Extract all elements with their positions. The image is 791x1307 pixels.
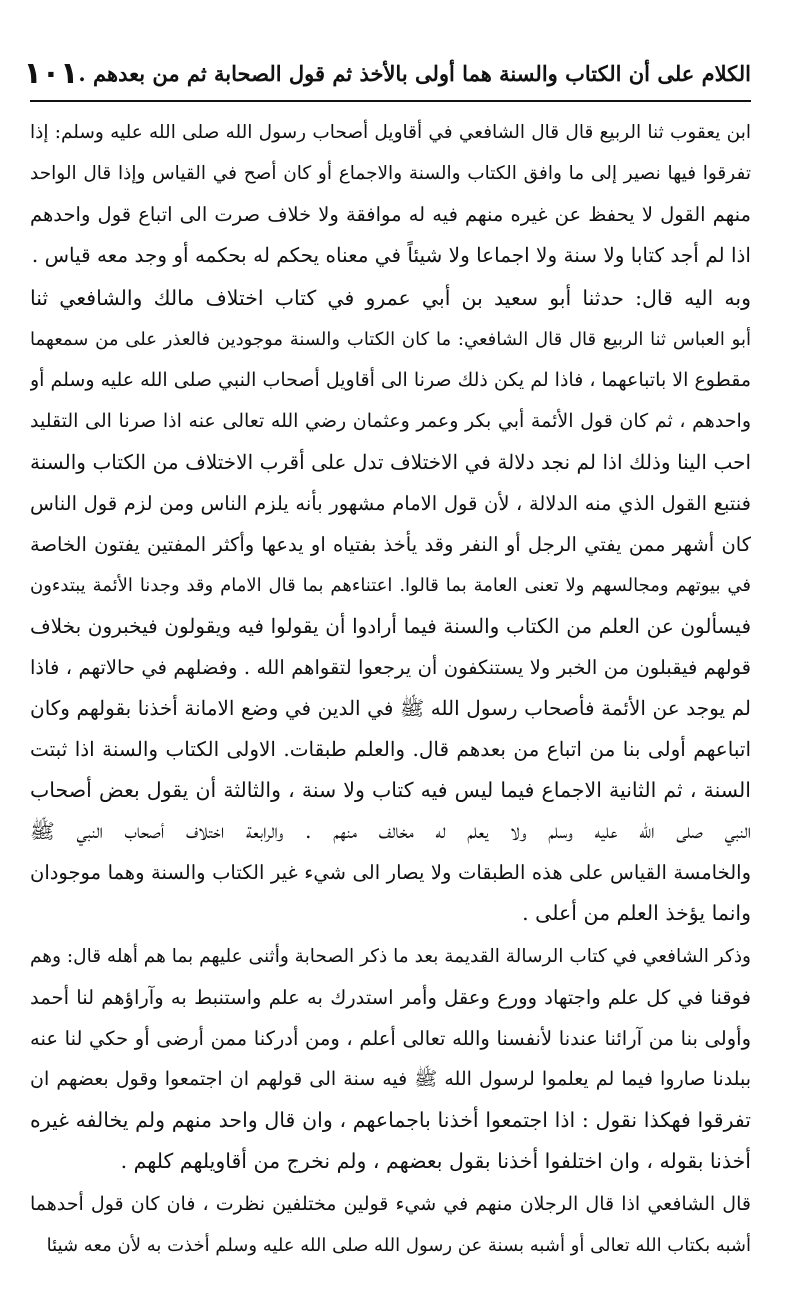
text-line: فوقنا في كل علم واجتهاد وورع وعقل وأمر استدرك به علم واستنبط به وآراؤهم لنا أحمد: [30, 986, 751, 1009]
body-text: [30, 112, 751, 1266]
header-rule: [30, 100, 751, 102]
paragraph: [30, 1184, 751, 1266]
text-line: أخذنا بقوله ، وان اختلفوا أخذنا بقول بعضهم ، ولم نخرج من أقاويلهم كلهم .: [120, 1149, 751, 1173]
text-line: وانما يؤخذ العلم من أعلى .: [522, 901, 751, 925]
text-line: تفرقوا فيها نصير إلى ما وافق الكتاب والسنة والاجماع أو كان أصح في القياس وإذا قال الواحد: [30, 163, 751, 184]
text-line: فنتبع القول الذي منه الدلالة ، لأن قول الامام مشهور بأنه يلزم الناس ومن لزم قول الناس: [30, 492, 751, 515]
text-line: فيسألون عن العلم من الكتاب والسنة فيما أرادوا أن يقولوا فيه ويقولون فيخبرون بخلاف: [30, 614, 751, 638]
text-line: تفرقوا فهكذا نقول : اذا اجتمعوا أخذنا باجماعهم ، وان قال واحد منهم ولم يخالفه غيره: [30, 1108, 751, 1132]
text-line: منهم القول لا يحفظ عن غيره منهم فيه له موافقة ولا خلاف صرت الى اتباع قول واحدهم: [30, 203, 751, 226]
text-line: واحدهم ، ثم كان قول الأئمة أبي بكر وعمر وعثمان رضي الله تعالى عنه اذا صرنا الى التقليد: [30, 410, 751, 432]
text-line: أشبه بكتاب الله تعالى أو أشبه بسنة عن رسول الله صلى الله عليه وسلم أخذت به لأن معه شيئا: [46, 1235, 751, 1256]
text-line: والخامسة القياس على هذه الطبقات ولا يصار الى شيء غير الكتاب والسنة وهما موجودان: [30, 861, 751, 884]
text-line: اذا لم أجد كتابا ولا سنة ولا اجماعا ولا شيئاً في معناه يحكم له بحكمه أو وجد معه قياس .: [31, 243, 751, 267]
text-line: في بيوتهم ومجالسهم ولا تعنى العامة بما قالوا. اعتناءهم بما قال الامام وقد وجدنا الأئمة يبتدءون: [30, 575, 751, 596]
paragraph: [30, 936, 751, 1182]
text-line: قولهم فيقبلون من الخبر ولا يستنكفون أن يرجعوا لتقواهم الله . وفضلهم في حالاتهم ، فاذا: [30, 656, 751, 679]
text-line: احب الينا وذلك اذا لم نجد دلالة في الاختلاف تدل على أقرب الاختلاف من الكتاب والسنة: [30, 450, 751, 474]
text-line: أبو العباس ثنا الربيع قال قال الشافعي: ما كان الكتاب والسنة موجودين فالعذر على من سمعهما: [30, 329, 751, 350]
paragraph: [30, 278, 751, 934]
text-line: النبي صلى الله عليه وسلم ولا يعلم له مخالف منهم . والرابعة اختلاف أصحاب النبي ﷺ: [30, 819, 751, 843]
text-line: وذكر الشافعي في كتاب الرسالة القديمة بعد ما ذكر الصحابة وأثنى عليهم بما هم أهله قال: وهم: [30, 946, 751, 967]
text-line: وأولى بنا من آرائنا عندنا لأنفسنا والله تعالى أعلم ، ومن أدركنا ممن أرضى أو حكي لنا عنه: [30, 1027, 751, 1050]
text-line: ابن يعقوب ثنا الربيع قال قال الشافعي في أقاويل أصحاب رسول الله صلى الله عليه وسلم: إذا: [30, 122, 751, 143]
text-line: قال الشافعي اذا قال الرجلان منهم في شيء قولين مختلفين نظرت ، فان كان قول أحدهما: [30, 1193, 751, 1215]
text-line: مقطوع الا باتباعهما ، فاذا لم يكن ذلك صرنا الى أقاويل أصحاب النبي صلى الله عليه وسلم أو: [30, 369, 751, 391]
text-line: ببلدنا صاروا فيما لم يعلموا لرسول الله ﷺ فيه سنة الى قولهم ان اجتمعوا وقول بعضهم ان: [30, 1068, 751, 1090]
text-line: لم يوجد عن الأئمة فأصحاب رسول الله ﷺ في الدين في وضع الامانة أخذنا بقولهم وكان: [30, 696, 751, 720]
text-line: السنة ، ثم الثانية الاجماع فيما ليس فيه كتاب ولا سنة ، والثالثة أن يقول بعض أصحاب: [30, 778, 751, 802]
text-line: وبه اليه قال: حدثنا أبو سعيد بن أبي عمرو في كتاب اختلاف مالك والشافعي ثنا: [30, 286, 751, 310]
text-line: كان أشهر ممن يفتي الرجل أو النفر وقد يأخذ بفتياه او يدعها وأكثر المفتين يفتون الخاصة: [30, 533, 751, 556]
page-header: [23, 50, 751, 96]
paragraph: [30, 112, 751, 276]
page-number: ١٠١: [23, 55, 79, 91]
text-line: اتباعهم أولى بنا من اتباع من بعدهم قال. والعلم طبقات. الاولى الكتاب والسنة اذا ثبتت: [30, 737, 751, 761]
running-head: الكلام على أن الكتاب والسنة هما أولى بالأخذ ثم قول الصحابة ثم من بعدهم .: [78, 60, 751, 86]
